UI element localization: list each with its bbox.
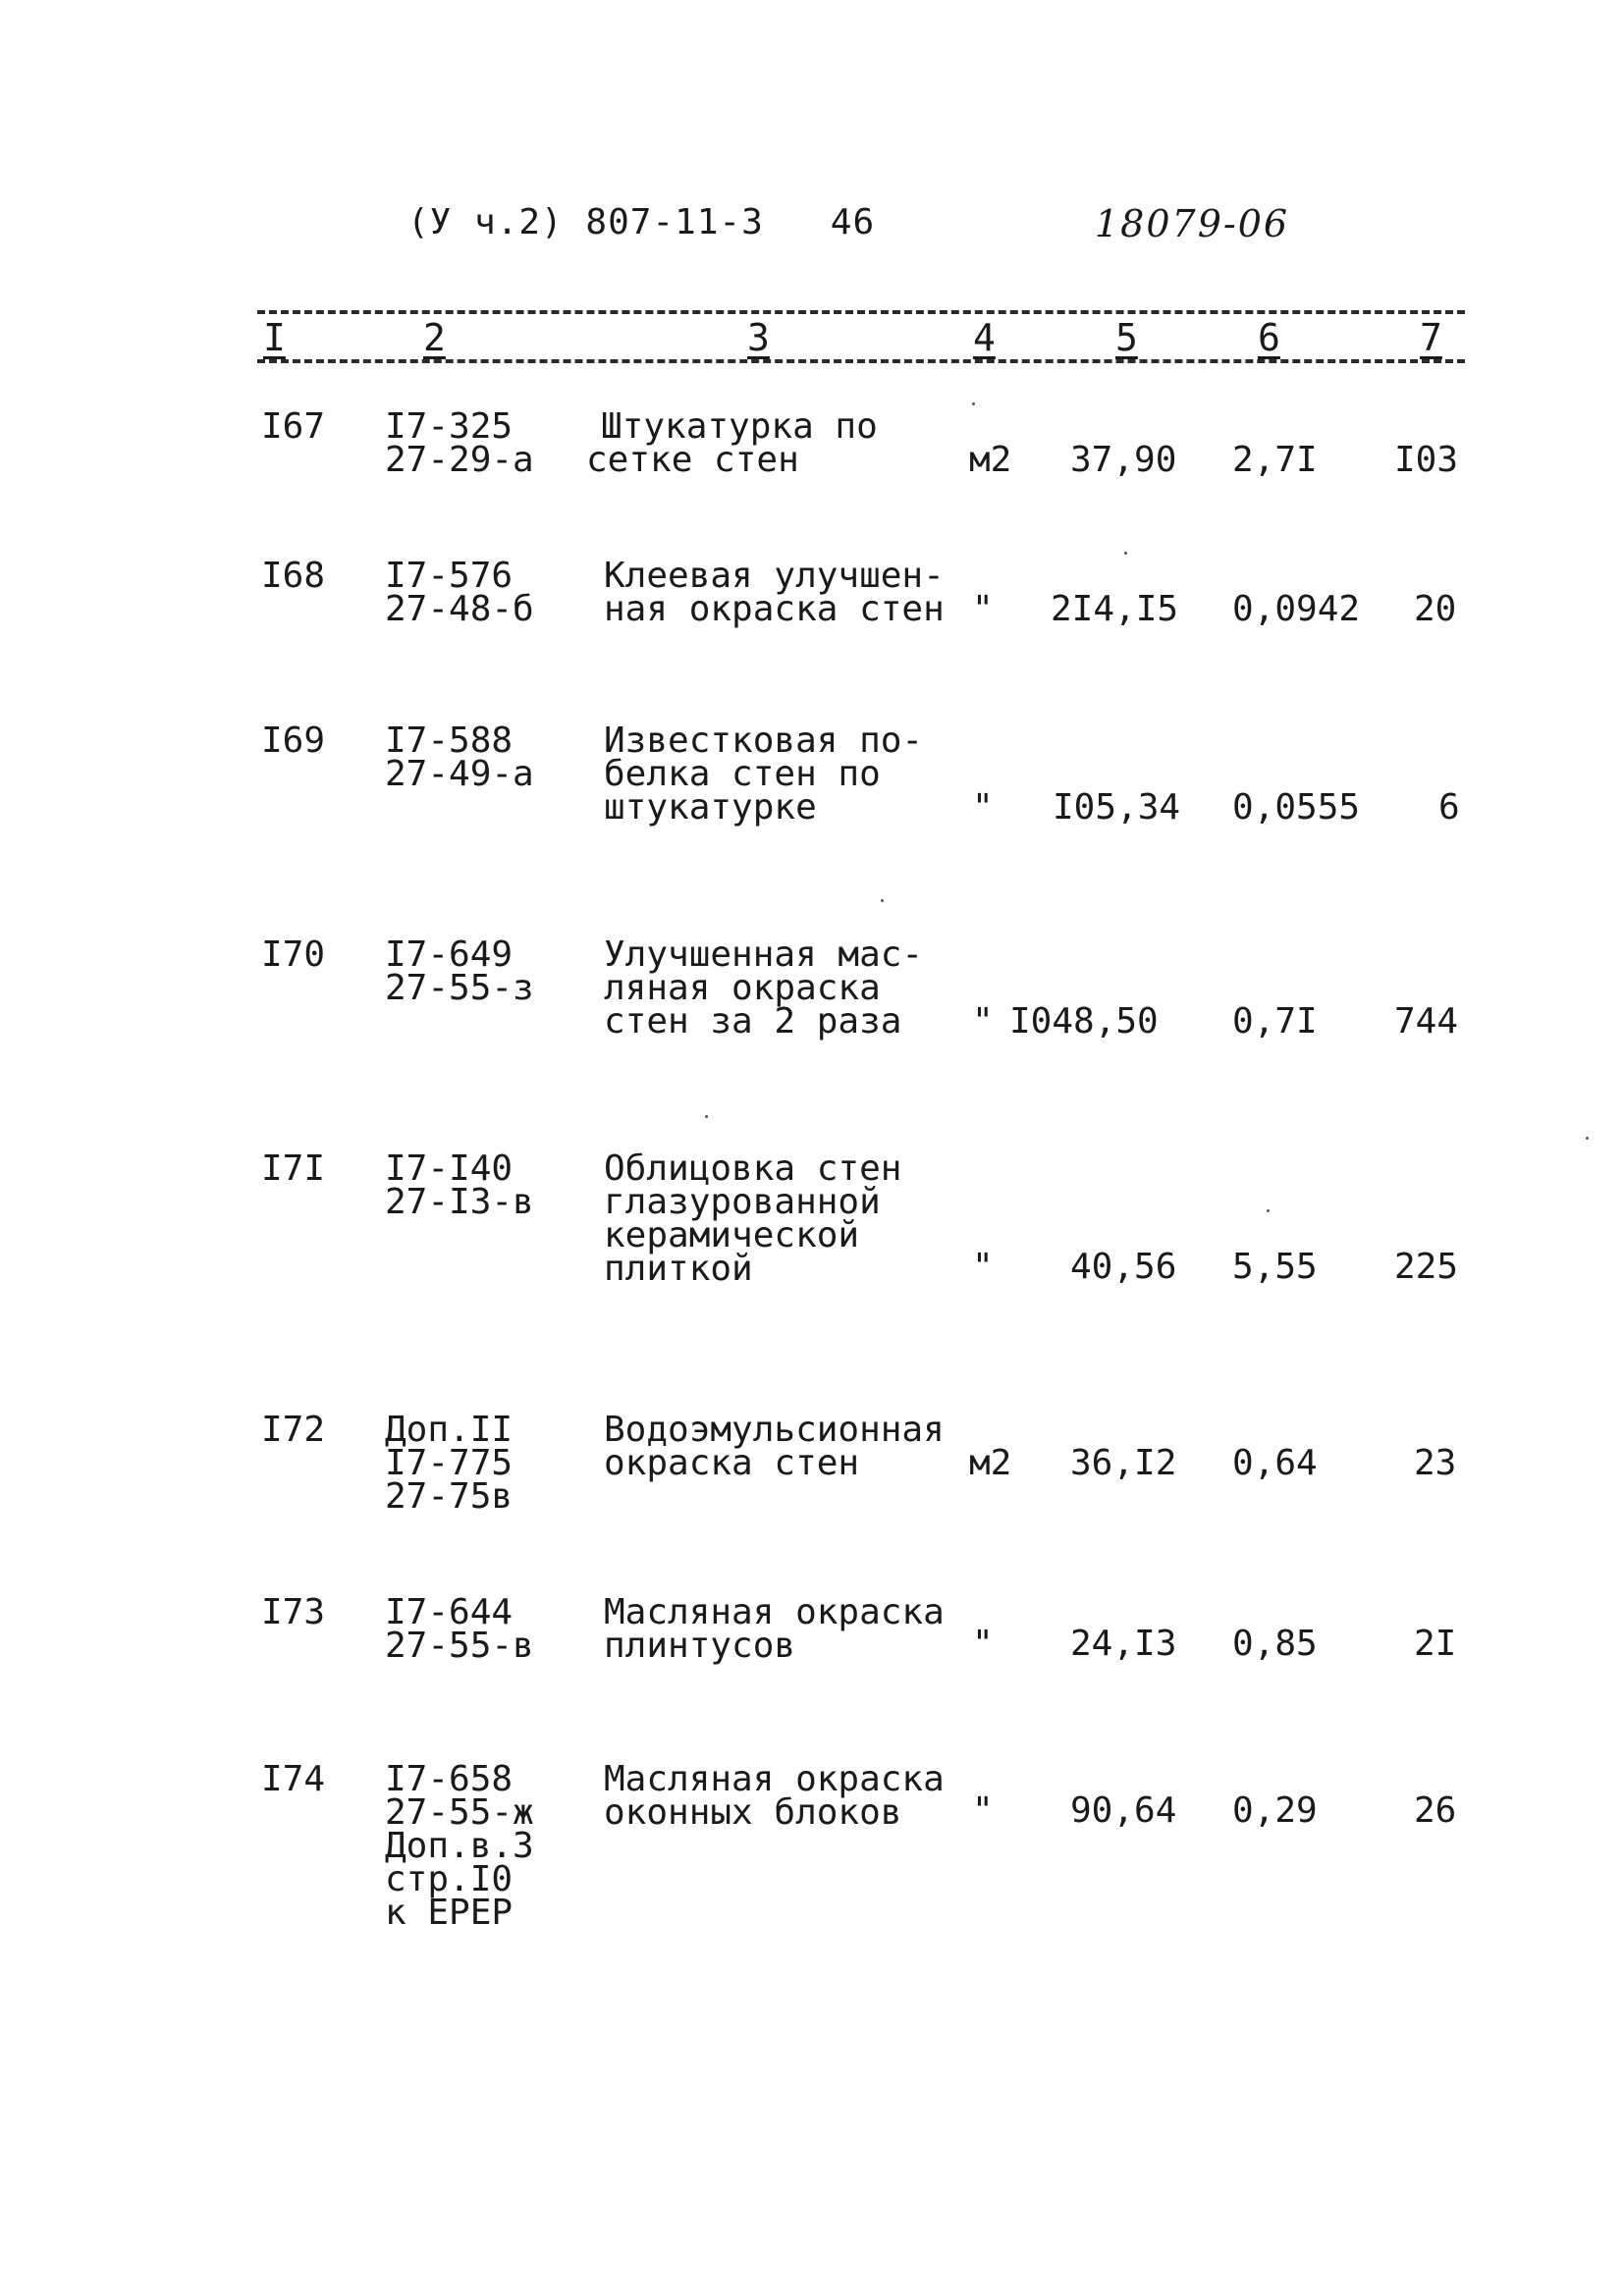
row-number: I68 (261, 556, 326, 596)
work-description: Улучшенная мас- (604, 934, 924, 975)
norm-reference: Доп.II (385, 1410, 514, 1450)
norm-reference: 27-55-з (385, 968, 534, 1008)
unit: " (972, 1247, 994, 1287)
norm-reference: I7-775 (385, 1443, 514, 1483)
unit: " (972, 787, 994, 828)
norm-reference: 27-75в (385, 1476, 514, 1517)
norm-reference: к ЕРЕР (385, 1893, 514, 1933)
column-header-3: 3 (741, 316, 776, 359)
column-header-6: 6 (1252, 316, 1286, 359)
work-description: Облицовка стен (604, 1148, 902, 1189)
quantity: I05,34 (1053, 787, 1181, 828)
row-number: I69 (261, 721, 326, 761)
unit: " (972, 1001, 994, 1041)
document-number: 18079-06 (1095, 202, 1290, 245)
work-description: керамической (604, 1215, 860, 1255)
scan-speck (972, 402, 975, 405)
quantity: 24,I3 (1070, 1624, 1177, 1664)
row-number: I74 (261, 1759, 326, 1799)
scan-speck (1124, 552, 1127, 555)
work-description: ляная окраска (604, 968, 881, 1008)
work-description: глазурованной (604, 1182, 881, 1222)
norm-reference: 27-55-в (385, 1626, 534, 1666)
norm-reference: 27-55-ж (385, 1792, 534, 1833)
norm-reference: I7-649 (385, 934, 514, 975)
norm-reference: 27-29-а (385, 440, 534, 480)
total-cost: 26 (1414, 1790, 1457, 1831)
work-description: плиткой (604, 1249, 753, 1289)
unit-rate: 0,85 (1232, 1624, 1318, 1664)
work-description: Клеевая улучшен- (604, 556, 945, 596)
column-header-7: 7 (1414, 316, 1448, 359)
work-description: Водоэмульсионная (604, 1410, 945, 1450)
scan-speck (1586, 1137, 1589, 1140)
column-header-1: I (257, 316, 292, 359)
norm-reference: I7-658 (385, 1759, 514, 1799)
scan-speck (1267, 1209, 1270, 1212)
work-description: ная окраска стен (604, 589, 945, 629)
total-cost: 23 (1414, 1443, 1457, 1483)
quantity: 40,56 (1070, 1247, 1177, 1287)
sheet-code: (У ч.2) 807-11-3 46 (407, 202, 876, 242)
unit-rate: 0,7I (1232, 1001, 1318, 1041)
column-header-4: 4 (967, 316, 1001, 359)
work-description: окраска стен (604, 1443, 860, 1483)
total-cost: 744 (1394, 1001, 1459, 1041)
work-description: Известковая по- (604, 721, 924, 761)
norm-reference: I7-644 (385, 1592, 514, 1632)
unit: м2 (969, 440, 1012, 480)
unit-rate: 2,7I (1232, 440, 1318, 480)
norm-reference: Доп.в.3 (385, 1826, 534, 1866)
unit: " (972, 589, 994, 629)
scan-speck (705, 1115, 708, 1118)
work-description: стен за 2 раза (604, 1001, 902, 1041)
total-cost: 225 (1394, 1247, 1459, 1287)
work-description: Масляная окраска (604, 1759, 945, 1799)
unit-rate: 0,64 (1232, 1443, 1318, 1483)
quantity: 2I4,I5 (1051, 589, 1179, 629)
work-description: Штукатурка по (601, 406, 878, 447)
table-header-rule (257, 359, 1465, 363)
total-cost: 6 (1438, 787, 1460, 828)
norm-reference: I7-I40 (385, 1148, 514, 1189)
unit: " (972, 1624, 994, 1664)
work-description: белка стен по (604, 754, 881, 794)
unit-rate: 0,29 (1232, 1790, 1318, 1831)
table-top-rule (257, 310, 1465, 314)
norm-reference: I7-576 (385, 556, 514, 596)
row-number: I70 (261, 934, 326, 975)
row-number: I73 (261, 1592, 326, 1632)
work-description: сетке стен (586, 440, 799, 480)
quantity: 36,I2 (1070, 1443, 1177, 1483)
row-number: I72 (261, 1410, 326, 1450)
unit: м2 (969, 1443, 1012, 1483)
work-description: штукатурке (604, 787, 817, 828)
work-description: Масляная окраска (604, 1592, 945, 1632)
total-cost: 20 (1414, 589, 1457, 629)
quantity: 90,64 (1070, 1790, 1177, 1831)
unit-rate: 5,55 (1232, 1247, 1318, 1287)
column-header-2: 2 (417, 316, 452, 359)
quantity: I048,50 (1009, 1001, 1159, 1041)
work-description: оконных блоков (604, 1792, 902, 1833)
norm-reference: стр.I0 (385, 1859, 514, 1899)
scan-speck (881, 899, 884, 902)
total-cost: I03 (1394, 440, 1459, 480)
row-number: I7I (261, 1148, 326, 1189)
quantity: 37,90 (1070, 440, 1177, 480)
norm-reference: I7-588 (385, 721, 514, 761)
total-cost: 2I (1414, 1624, 1457, 1664)
unit: " (972, 1790, 994, 1831)
unit-rate: 0,0942 (1232, 589, 1361, 629)
work-description: плинтусов (604, 1626, 796, 1666)
norm-reference: 27-48-б (385, 589, 534, 629)
norm-reference: I7-325 (385, 406, 514, 447)
norm-reference: 27-49-а (385, 754, 534, 794)
unit-rate: 0,0555 (1232, 787, 1361, 828)
row-number: I67 (261, 406, 326, 447)
norm-reference: 27-I3-в (385, 1182, 534, 1222)
column-header-5: 5 (1110, 316, 1144, 359)
